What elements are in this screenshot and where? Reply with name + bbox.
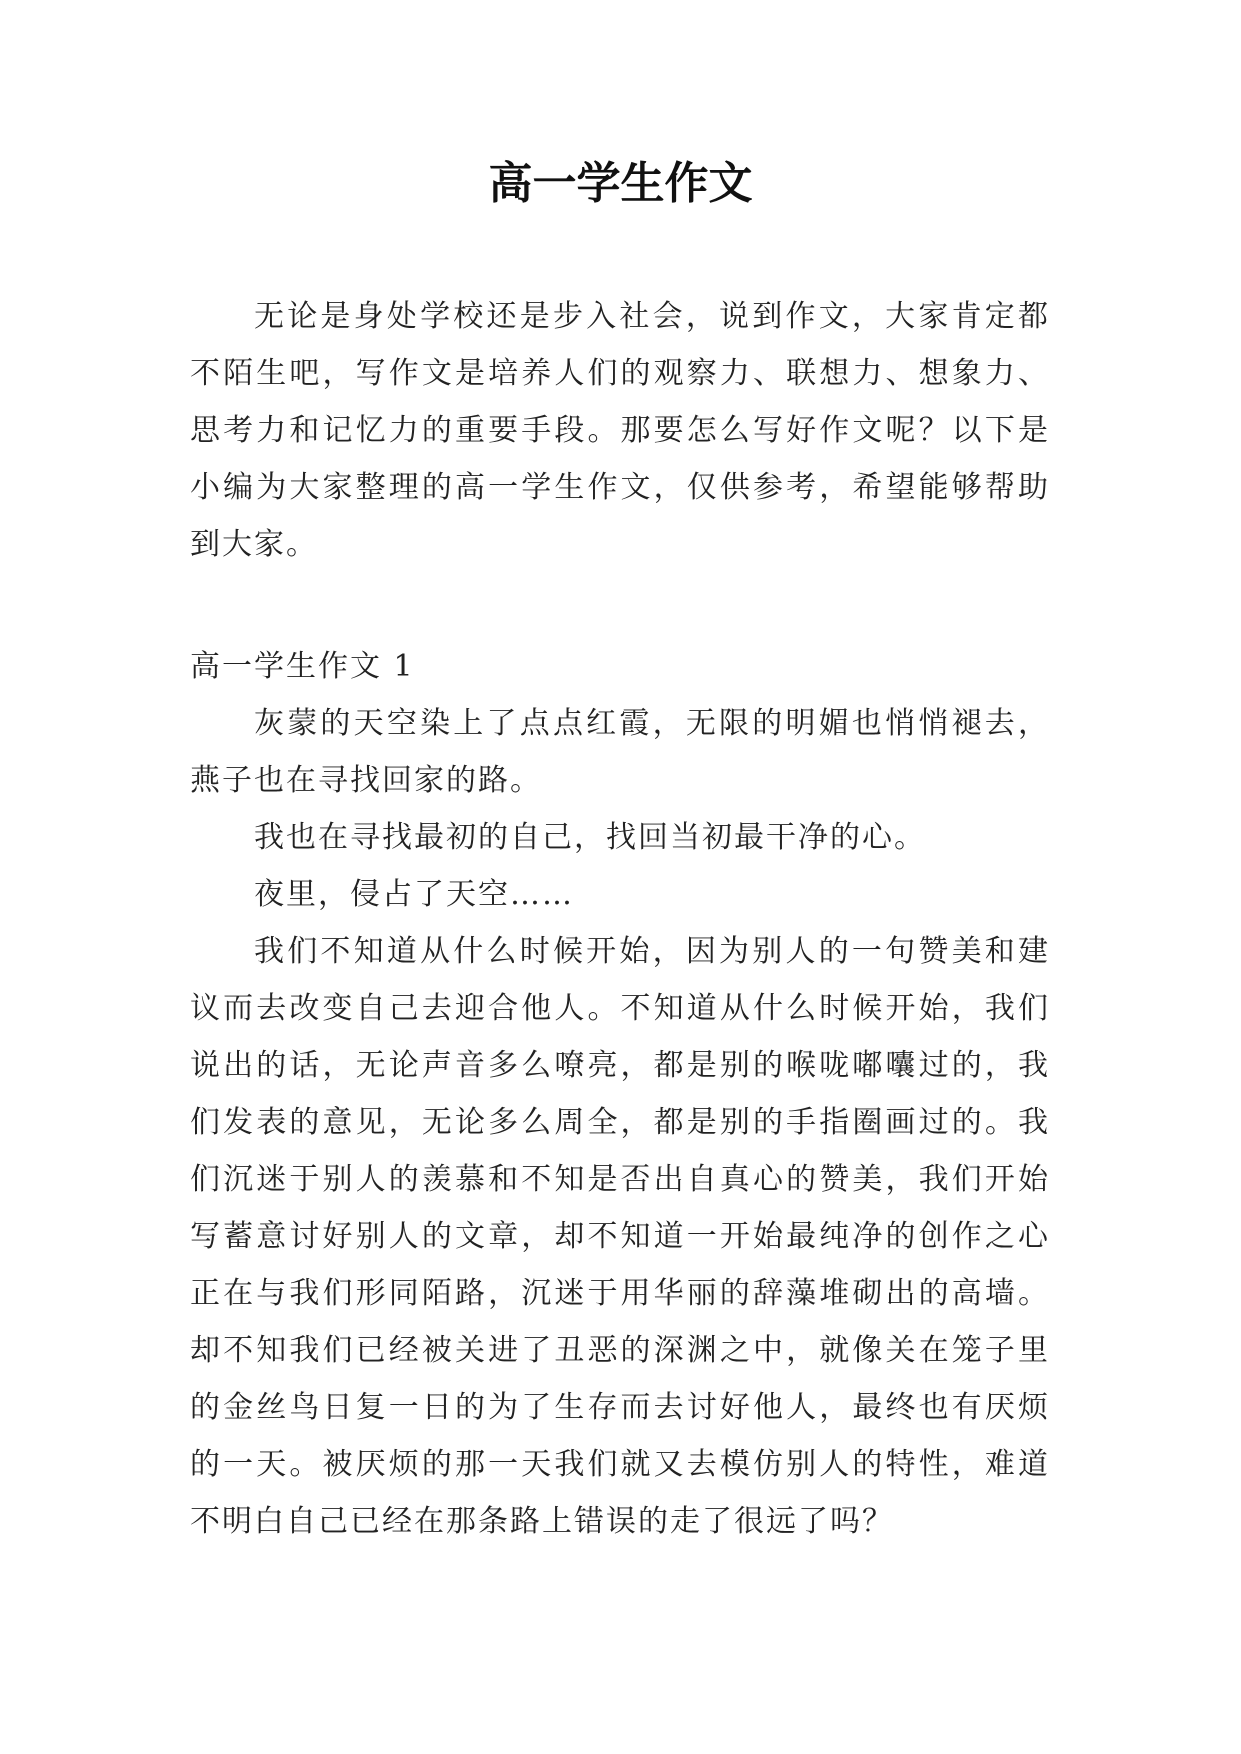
intro-paragraph: 无论是身处学校还是步入社会，说到作文，大家肯定都不陌生吧，写作文是培养人们的观察力、联想力、想象力、思考力和记忆力的重要手段。那要怎么写好作文呢？以下是小编为大家整理的高一学生作文，仅供参考，希望能够帮助到大家。: [190, 299, 1050, 562]
document-title: 高一学生作文: [488, 158, 753, 209]
body-paragraph-4: 我们不知道从什么时候开始，因为别人的一句赞美和建议而去改变自己去迎合他人。不知道从什么时候开始，我们说出的话，无论声音多么嘹亮，都是别的喉咙嘟囔过的，我们发表的意见，无论多么周全，都是别的手指圈画过的。我们沉迷于别人的羡慕和不知是否出自真心的赞美，我们开始写蓄意讨好别人的文章，却不知道一开始最纯净的创作之心正在与我们形同陌路，沉迷于用华丽的辞藻堆砌出的高墙。却不知我们已经被关进了丑恶的深渊之中，就像关在笼子里的金丝鸟日复一日的为了生存而去讨好他人，最终也有厌烦的一天。被厌烦的那一天我们就又去模仿别人的特性，难道不明白自己已经在那条路上错误的走了很远了吗？: [190, 934, 1050, 1539]
section-heading: 高一学生作文 1: [190, 649, 415, 684]
body-paragraph-1: 灰蒙的天空染上了点点红霞，无限的明媚也悄悄褪去，燕子也在寻找回家的路。: [190, 706, 1050, 798]
body-paragraph-2: 我也在寻找最初的自己，找回当初最干净的心。: [254, 820, 926, 855]
body-paragraph-3: 夜里，侵占了天空……: [254, 877, 574, 912]
